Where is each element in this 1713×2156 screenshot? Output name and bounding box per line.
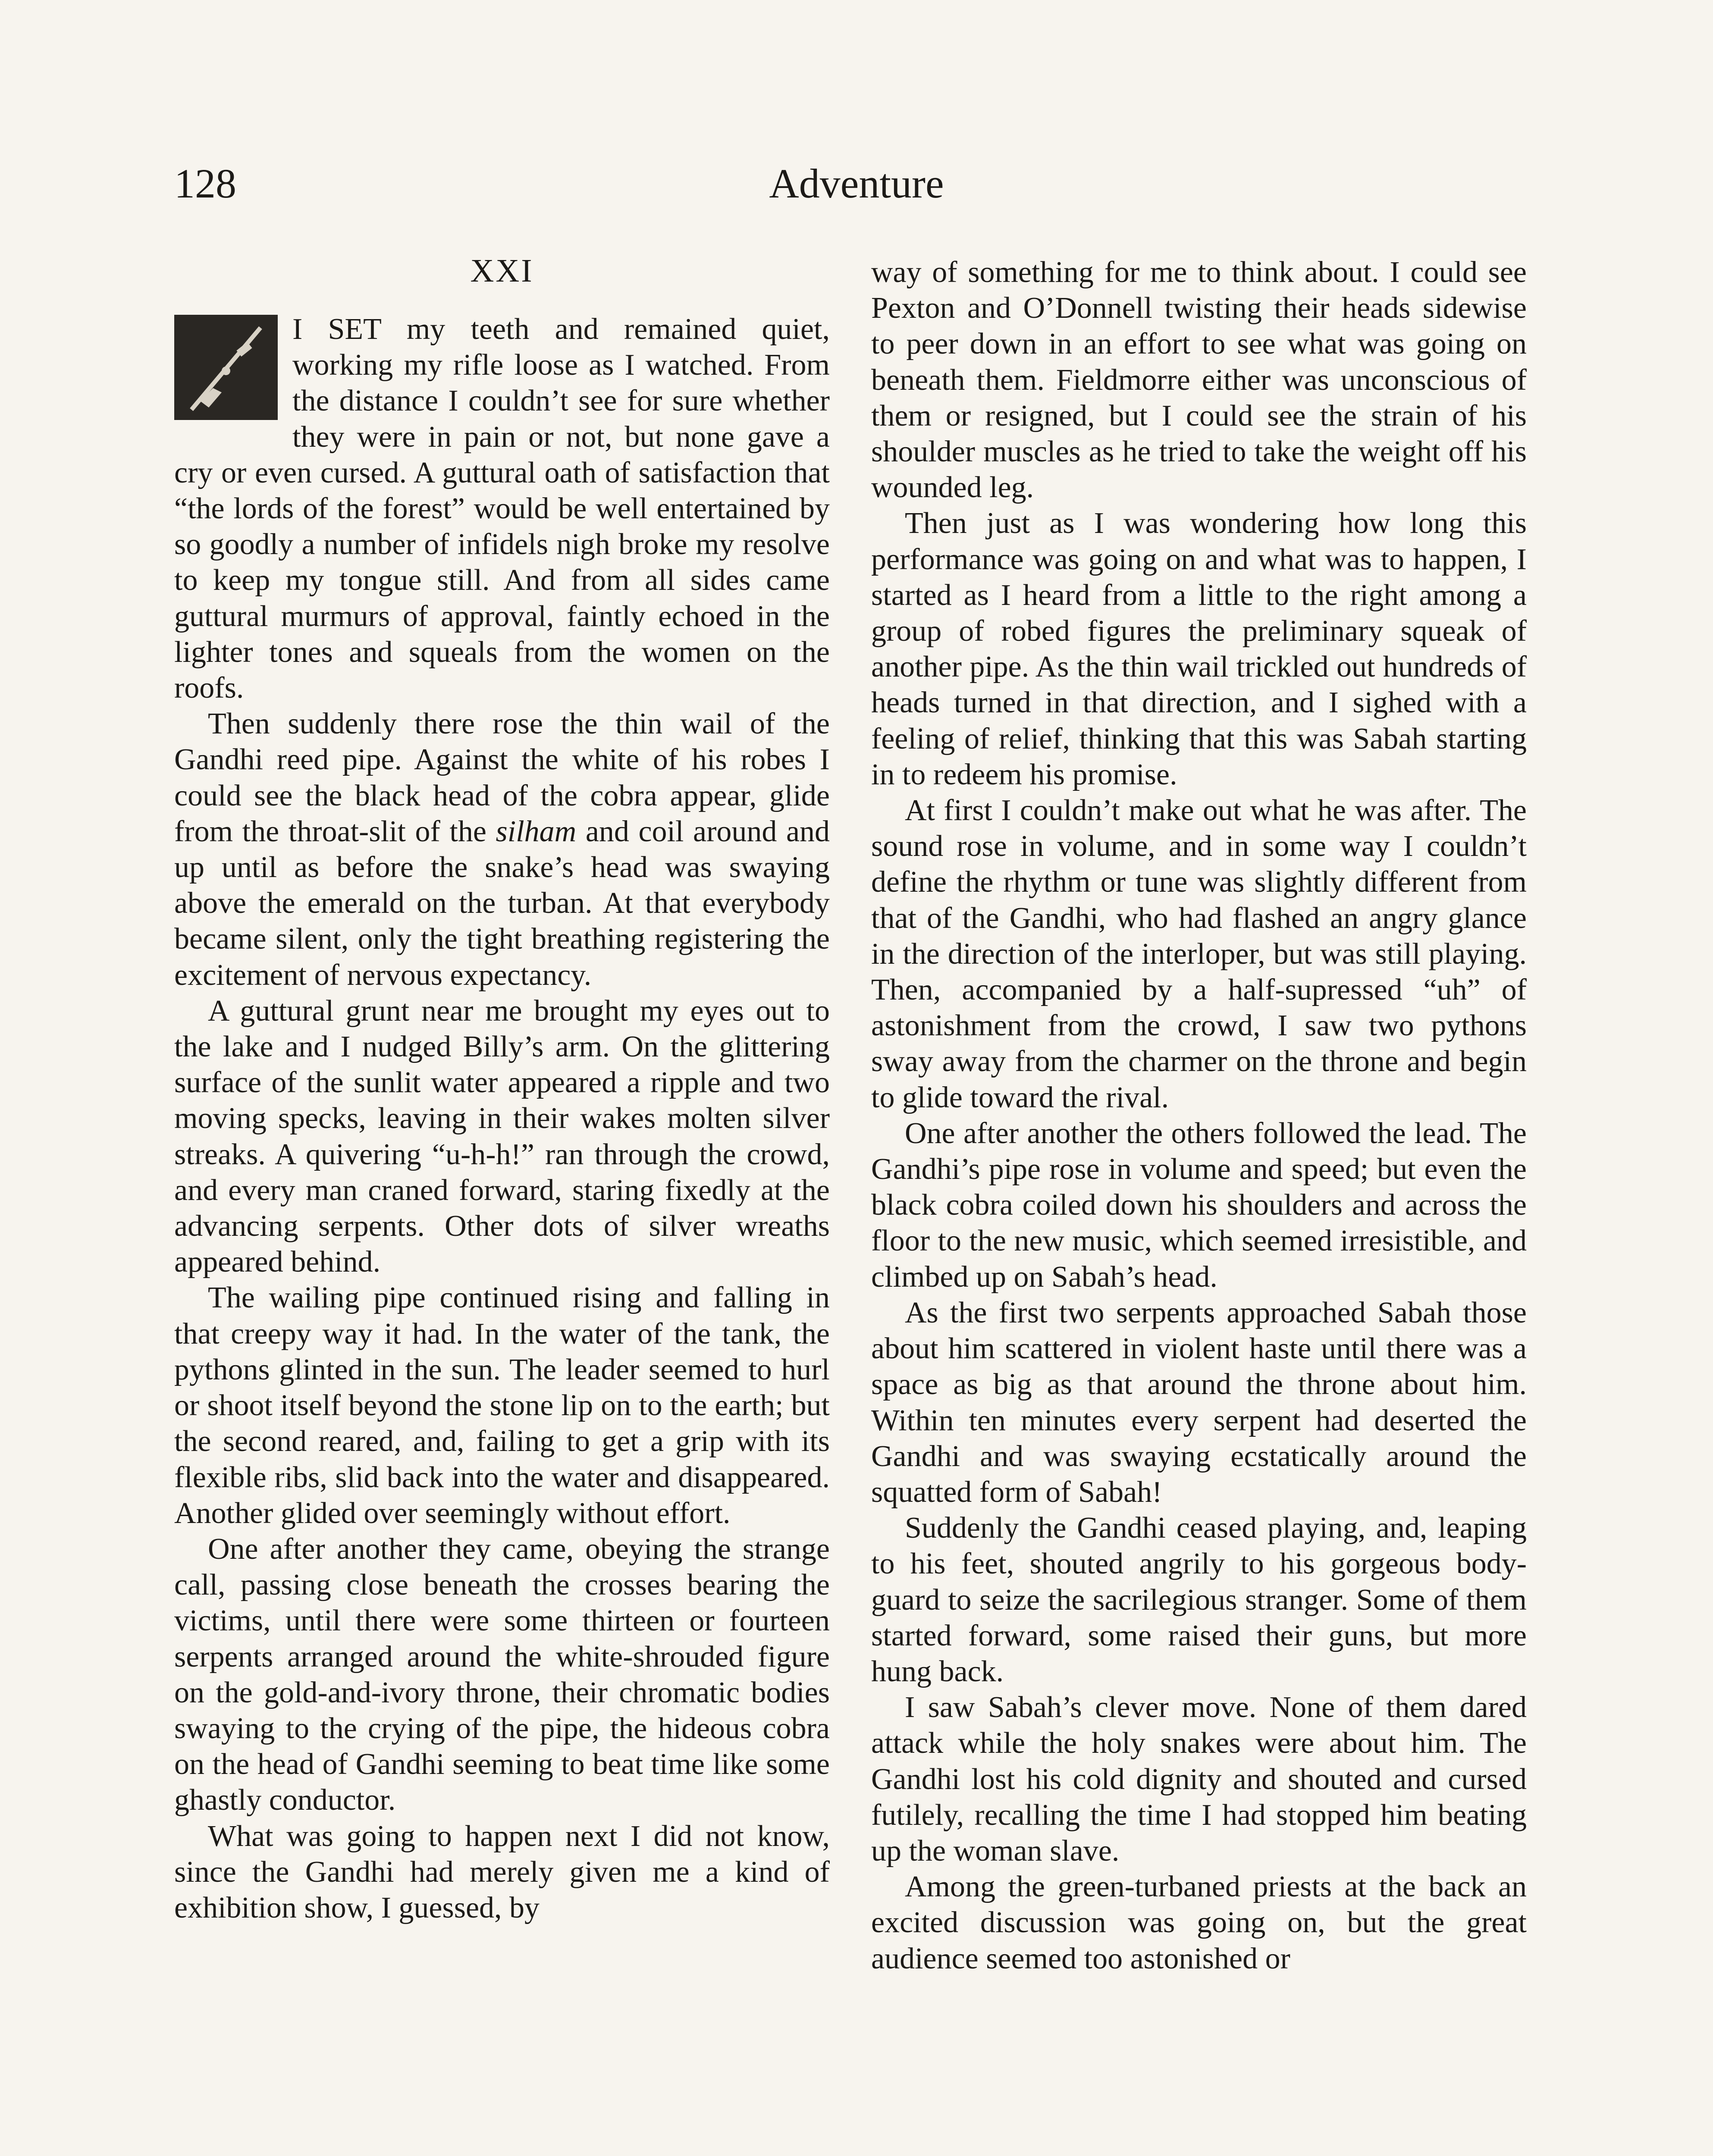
paragraph-11: As the first two serpents approached Sabah those about him scattered in violent haste until there was a space as big as that around the throne about him. Within ten minutes every serpent had deserted the Gandhi and was swaying ecstatically around the squatted form of Sabah! — [871, 1296, 1527, 1509]
paragraph-3: A guttural grunt near me brought my eyes out to the lake and I nudged Billy’s arm. On the glittering surface of the sunlit water appeared a ripple and two moving specks, leaving in their wakes molten silver streaks. A quivering “u-h-h!” ran through the crowd, and every man craned forward, staring fixedly at the advancing serpents. Other dots of silver wreaths appeared behind. — [174, 994, 830, 1279]
paragraph-2: Then suddenly there rose the thin wail of the Gandhi reed pipe. Against the white of his robes I could see the black head of the cobra appear, glide from the throat-slit of the silham and coil around and up until as before the snake’s head was swaying above the emerald on the turban. At that everybody became silent, only the tight breathing registering the excitement of nervous expectancy. — [174, 707, 830, 992]
running-head: Adventure — [769, 160, 944, 207]
paragraph-14: Among the green-turbaned priests at the back an excited discussion was going on, but the great audience seemed too astonished or — [871, 1870, 1527, 1975]
paragraph-1 — [174, 311, 830, 706]
rifle-illustration-icon — [174, 315, 278, 420]
italic-word: silham — [496, 815, 577, 848]
paragraph-9: At first I couldn’t make out what he was after. The sound rose in volume, and in some way I couldn’t define the rhythm or tune was slightly different from that of the Gandhi, who had flashed an angry glance in the direction of the interloper, but was still playing. Then, accompanied by a half-supressed “uh” of astonishment from the crowd, I saw two pythons sway away from the charmer on the throne and begin to glide toward the rival. — [871, 794, 1527, 1114]
page-number: 128 — [174, 160, 236, 207]
paragraph-8: Then just as I was wondering how long this performance was going on and what was to happen, I started as I heard from a little to the right among a group of robed figures the preliminary squeak of another pipe. As the thin wail trickled out hundreds of heads turned in that direction, and I sighed with a feeling of relief, thinking that this was Sabah starting in to redeem his promise. — [871, 507, 1527, 791]
paragraph-7: way of something for me to think about. I could see Pexton and O’Donnell twisting their heads sidewise to peer down in an effort to see what was going on beneath them. Fieldmorre either was unconscious of them or resigned, but I could see the strain of his shoulder muscles as he tried to take the weight off his wounded leg. — [871, 256, 1527, 505]
chapter-number: XXI — [470, 253, 534, 289]
left-column — [174, 254, 830, 1926]
paragraph-4: The wailing pipe continued rising and falling in that creepy way it had. In the water of the tank, the pythons glinted in the sun. The leader seemed to hurl or shoot itself beyond the stone lip on to the earth; but the second reared, and, failing to get a grip with its flexible ribs, slid back into the water and disappeared. Another glided over seemingly without effort. — [174, 1281, 830, 1530]
paragraph-1-text: I SET my teeth and remained quiet, working my rifle loose as I watched. From the distance I couldn’t see for sure whether they were in pain or not, but none gave a cry or even cursed. A guttural oath of satisfaction that “the lords of the forest” would be well entertained by so goodly a number of infidels nigh broke my resolve to keep my tongue still. And from all sides came guttural murmurs of approval, faintly echoed in the lighter tones and squeals from the women on the roofs. — [174, 313, 830, 705]
paragraph-12: Suddenly the Gandhi ceased playing, and, leaping to his feet, shouted angrily to his gorgeous body-guard to seize the sacrilegious stranger. Some of them started forward, some raised their guns, but more hung back. — [871, 1511, 1527, 1688]
paragraph-13: I saw Sabah’s clever move. None of them dared attack while the holy snakes were about him. The Gandhi lost his cold dignity and shouted and cursed futilely, recalling the time I had stopped him beating up the woman slave. — [871, 1691, 1527, 1868]
paragraph-10: One after another the others followed the lead. The Gandhi’s pipe rose in volume and speed; but even the black cobra coiled down his shoulders and across the floor to the new music, which seemed irresistible, and climbed up on Sabah’s head. — [871, 1116, 1527, 1294]
paragraph-5: One after another they came, obeying the strange call, passing close beneath the crosses bearing the victims, until there were some thirteen or fourteen serpents arranged around the white-shrouded figure on the gold-and-ivory throne, their chromatic bodies swaying to the crying of the pipe, the hideous cobra on the head of Gandhi seeming to beat time like some ghastly conductor. — [174, 1532, 830, 1817]
right-column — [871, 254, 1527, 1977]
paragraph-6: What was going to happen next I did not know, since the Gandhi had merely given me a kind of exhibition show, I guessed, by — [174, 1819, 830, 1924]
